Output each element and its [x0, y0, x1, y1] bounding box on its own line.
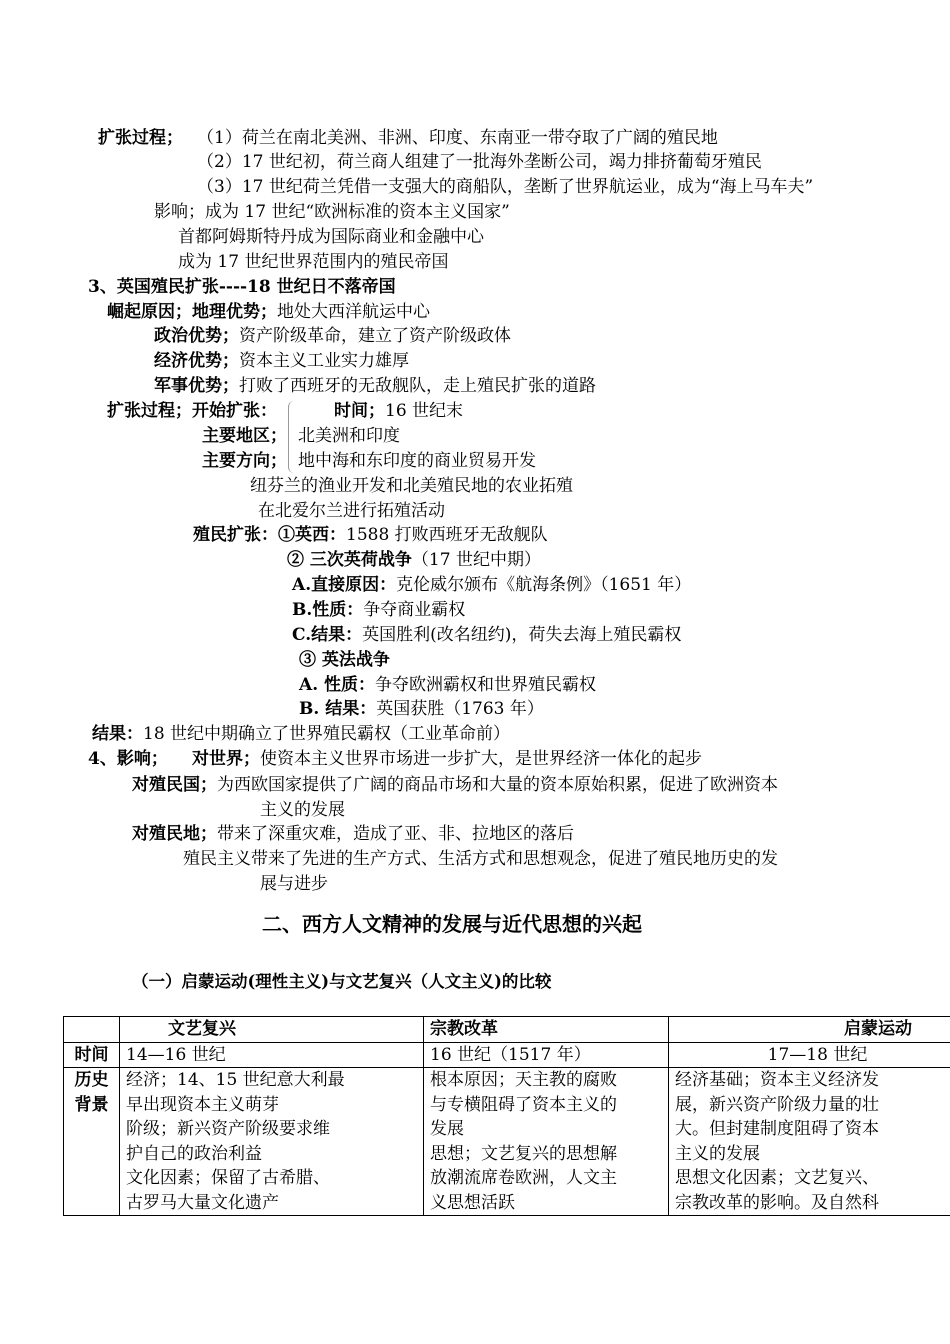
text-value: 地处大西洋航运中心: [277, 302, 430, 322]
text-line: 首都阿姆斯特丹成为国际商业和金融中心: [178, 227, 484, 247]
text-line: [334, 399, 463, 423]
text-line: 殖民主义带来了先进的生产方式、生活方式和思想观念，促进了殖民地历史的发: [183, 849, 778, 869]
text-line: 在北爱尔兰进行拓殖活动: [258, 501, 445, 521]
cell-line: 根本原因；天主教的腐败: [430, 1070, 617, 1090]
text-value: 16 世纪末: [385, 401, 464, 421]
text-line: （3）17 世纪荷兰凭借一支强大的商船队，垄断了世界航运业，成为“海上马车夫”: [197, 177, 814, 197]
text-value: 争夺商业霸权: [363, 600, 466, 620]
cell-line: 经济；14、15 世纪意大利最: [126, 1070, 345, 1090]
label-outcome: 结果：: [92, 724, 143, 744]
text-line: 影响；成为 17 世纪“欧洲标准的资本主义国家”: [154, 202, 510, 222]
cell-line: 思想文化因素；文艺复兴、: [675, 1168, 879, 1188]
label-rise-reasons: 崛起原因；地理优势；: [107, 302, 277, 322]
text-value: 争夺欧洲霸权和世界殖民霸权: [375, 675, 597, 695]
label-military: 军事优势；: [154, 376, 239, 396]
cell-line: 大。但封建制度阻碍了资本: [675, 1119, 879, 1139]
table-header-row: [64, 1017, 950, 1043]
text-value: 18 世纪中期确立了世界殖民霸权（工业革命前）: [143, 724, 511, 744]
table-row: [64, 1042, 950, 1068]
text-value: 英国胜利(改名纽约)，荷失去海上殖民霸权: [362, 625, 682, 645]
label-anglo-french-war: ③ 英法战争: [299, 650, 390, 670]
table-cell: [424, 1068, 669, 1216]
text-line: [299, 673, 596, 697]
label-political: 政治优势；: [154, 326, 239, 346]
text-line: 主义的发展: [260, 800, 345, 820]
text-value: （17 世纪中期）: [411, 550, 541, 570]
label-main-area: 主要地区；: [202, 426, 287, 446]
label-on-colonizers: 对殖民国；: [132, 775, 217, 795]
text-value: 1588 打败西班牙无敌舰队: [346, 525, 548, 545]
table-cell: [120, 1068, 424, 1216]
cell-line: 发展: [430, 1119, 464, 1139]
cell-line: 阶级；新兴资产阶级要求维: [126, 1119, 330, 1139]
cell-line: 放潮流席卷欧洲，人文主: [430, 1168, 617, 1188]
cell-line: 文化因素；保留了古希腊、: [126, 1168, 330, 1188]
label-colonial-expansion: 殖民扩张：①英西：: [193, 525, 346, 545]
text-value: 使资本主义世界市场进一步扩大，是世界经济一体化的起步: [260, 749, 702, 769]
section-title: 二、西方人文精神的发展与近代思想的兴起: [262, 912, 642, 936]
label-start-expansion: 扩张过程；开始扩张：: [107, 401, 277, 421]
table-cell: 17—18 世纪: [669, 1042, 950, 1068]
text-line: [107, 300, 430, 324]
cell-line: 思想；文艺复兴的思想解: [430, 1143, 617, 1164]
text-line: [132, 822, 574, 846]
table-header-cell: 文艺复兴: [120, 1017, 424, 1043]
text-line: [299, 697, 544, 721]
text-value: 打败了西班牙的无敌舰队，走上殖民扩张的道路: [239, 376, 596, 396]
text-line: [292, 623, 681, 647]
label-expansion-process: 扩张过程；: [98, 128, 183, 148]
cell-line: 主义的发展: [675, 1143, 760, 1164]
label-nature: B.性质：: [292, 600, 364, 620]
cell-line: 义思想活跃: [430, 1192, 515, 1213]
cell-line: 护自己的政治利益: [126, 1143, 262, 1164]
text-value: 北美洲和印度: [298, 426, 400, 446]
text-line: 纽芬兰的渔业开发和北美殖民地的农业拓殖: [250, 476, 573, 496]
text-value: 克伦威尔颁布《航海条例》（1651 年）: [396, 575, 692, 595]
row-label: 历史背景: [64, 1068, 120, 1216]
label-main-direction: 主要方向；: [202, 451, 287, 471]
text-value: 带来了深重灾难，造成了亚、非、拉地区的落后: [217, 824, 574, 844]
text-line: [92, 722, 510, 746]
text-value: 地中海和东印度的商业贸易开发: [298, 451, 536, 471]
table-row: [64, 1068, 950, 1216]
row-label: 时间: [64, 1042, 120, 1068]
brace-divider: [288, 401, 297, 473]
text-line: [287, 548, 541, 572]
table-cell: 16 世纪（1517 年）: [424, 1042, 669, 1068]
text-line: （2）17 世纪初，荷兰商人组建了一批海外垄断公司，竭力排挤葡萄牙殖民: [197, 152, 762, 172]
cell-line: 经济基础；资本主义经济发: [675, 1070, 879, 1090]
heading-impact: 4、影响；: [88, 749, 168, 769]
table-cell: [669, 1068, 950, 1216]
text-value: 为西欧国家提供了广阔的商品市场和大量的资本原始积累，促进了欧洲资本: [217, 775, 778, 795]
table-header-cell: 宗教改革: [424, 1017, 669, 1043]
label-result: C.结果：: [292, 625, 363, 645]
text-line: 展与进步: [260, 874, 328, 894]
table-cell: 14—16 世纪: [120, 1042, 424, 1068]
text-line: [154, 374, 596, 398]
label-on-world: 对世界；: [192, 749, 260, 769]
cell-line: 宗教改革的影响。及自然科: [675, 1192, 879, 1213]
text-line: [192, 747, 702, 771]
heading-british-expansion: 3、英国殖民扩张----18 世纪日不落帝国: [88, 277, 396, 297]
cell-line: 展，新兴资产阶级力量的壮: [675, 1094, 879, 1115]
label-economic: 经济优势；: [154, 351, 239, 371]
comparison-table: [63, 1016, 950, 1216]
cell-line: 古罗马大量文化遗产: [126, 1192, 279, 1213]
cell-line: 与专横阻碍了资本主义的: [430, 1094, 617, 1115]
table-header-cell: [64, 1017, 120, 1043]
text-line: [154, 324, 511, 348]
text-line: （1）荷兰在南北美洲、非洲、印度、东南亚一带夺取了广阔的殖民地: [197, 128, 718, 148]
subsection-title: （一）启蒙运动(理性主义)与文艺复兴（人文主义)的比较: [132, 972, 552, 991]
label-nature: A. 性质：: [299, 675, 376, 695]
label-time: 时间；: [334, 401, 385, 421]
text-line: [292, 598, 465, 622]
text-value: 资产阶级革命，建立了资产阶级政体: [239, 326, 511, 346]
text-line: [292, 573, 691, 597]
cell-line: 早出现资本主义萌芽: [126, 1094, 279, 1115]
text-value: 英国获胜（1763 年）: [376, 699, 544, 719]
label-on-colonies: 对殖民地；: [132, 824, 217, 844]
text-value: 资本主义工业实力雄厚: [239, 351, 409, 371]
table-header-cell: 启蒙运动: [669, 1017, 950, 1043]
text-line: 成为 17 世纪世界范围内的殖民帝国: [178, 252, 449, 272]
label-anglo-dutch-wars: ② 三次英荷战争: [287, 550, 412, 570]
text-line: [132, 773, 778, 797]
text-line: [154, 349, 409, 373]
text-line: [193, 523, 548, 547]
label-result: B. 结果：: [299, 699, 377, 719]
label-direct-cause: A.直接原因：: [292, 575, 397, 595]
